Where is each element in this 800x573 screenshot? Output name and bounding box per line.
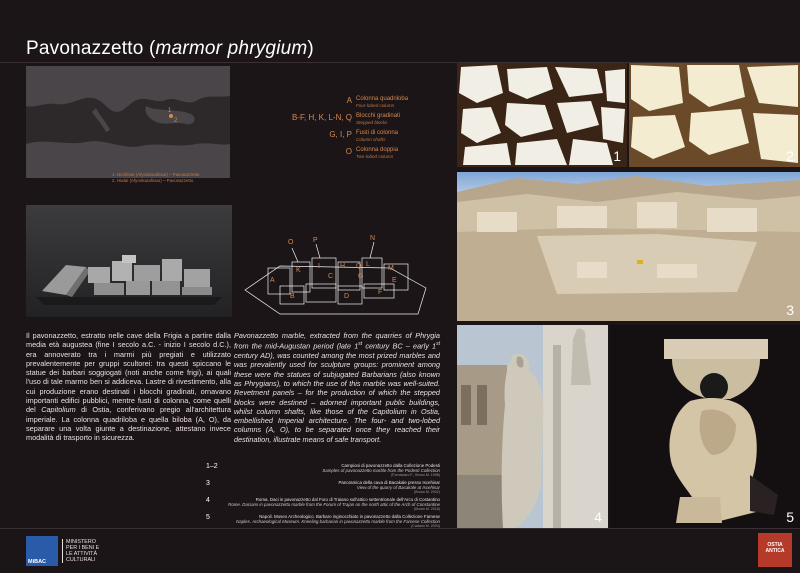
legend-item: A Colonna quadriloba Four-lobed column (346, 96, 409, 108)
drawing-label: P (313, 237, 318, 244)
text-italian: Il pavonazzetto, estratto nelle cave della Frigia a partire dalla media età augustea (fine I secolo a.C. - inizio I secolo d.C.), era annoverato tra i marmi più pregiati e utilizzato prevalentemente per gruppi scultorei: tra questi spiccano le statue dei barbari soggiogati (noti anche come frigi), ai quali l'uso di tale marmo ben si addiceva. Lastre di rivestimento, alla cui produzione erano destinati i blocchi gradinati, ornavano importanti edifici pubblici, mentre fusti di colonna, come quelli del Capitolium di Ostia, conferivano pregio all'architettura imperiale. La colonna quadriloba e quella biloba (A, O), da separare una volta giunte a destinazione, attestano invece modalità di trasporto in sicurezza. (26, 331, 232, 443)
bottom-divider (0, 528, 800, 529)
photo-number: 3 (786, 302, 794, 318)
caption-5: 5 Napoli. Museo Archeologico. Barbaro inginocchiato in pavonazzetto dalla Collezione Farnese Naples. Archaeological Museum. Kneeling barbarian in pavonazzetto marble from the Farnese Collection (Cadario M. 2004) (206, 514, 440, 529)
drawing-label: C (328, 273, 334, 280)
legend-item: G, I, P Fusti di colonna Column shafts (329, 130, 399, 142)
photo-dacian-statues (457, 325, 608, 528)
page-title: Pavonazzetto (marmor phrygium) (26, 38, 314, 59)
photo-number: 5 (786, 509, 794, 525)
legend-item: O Colonna doppia Two-lobed column (345, 147, 399, 159)
drawing-label: N (370, 235, 376, 242)
ostia-antica-logo: OSTIA ANTICA (758, 533, 792, 567)
drawing-label: K (296, 267, 301, 274)
mediterranean-map (26, 66, 230, 178)
drawing-label: F (378, 289, 383, 296)
photo-number: 4 (594, 509, 602, 525)
drawing-label: L (366, 261, 370, 268)
drawing-label: Q (356, 263, 362, 270)
photo-number: 1 (613, 148, 621, 164)
drawing-label: D (344, 293, 350, 300)
photo-kneeling-barbarian (610, 325, 800, 528)
block-legend (292, 96, 442, 164)
drawing-label: A (270, 277, 275, 284)
map-marker-2: 2 (174, 118, 178, 124)
caption-3: 3 Panoramica della cava di Bacakale presso Iscehisar View of the quarry of Bacakale at Iscehisar (Bruno M. 2002) (206, 480, 440, 495)
blocks-line-drawing (240, 228, 430, 318)
photo-number: 2 (786, 148, 794, 164)
photo-marble-sample-2 (629, 63, 800, 167)
drawing-label: H (340, 263, 346, 270)
map-caption: 1. Iscehisar (Afyonkarahisar) – Pavonazzetto 2. Hüdai (Afyonkarahisar) – Pavonazzetto (112, 172, 200, 183)
photo-marble-sample-1 (457, 63, 627, 167)
text-english: Pavonazzetto marble, extracted from the quarries of Phrygia from the mid-Augustan period (late 1st century BC – early 1st century AD), was counted among the most prized marbles and was prevalently used for sculpture groups: prominent among these were the statues of subjugated Barbarians (also known as Phrygians), to which the use of this marble was well-suited. Revetment panels – for the production of which the stepped blocks were destined – adorned important public buildings, whilst column shafts, like those of the Capitolium in Ostia, embellished Imperial architecture. The four- and two-lobed columns (A, O), to be separated once they reached their destination, illustrate means of safe transport. (234, 331, 441, 444)
drawing-label: M (388, 265, 394, 272)
quarry-blocks-model (26, 205, 232, 317)
mibac-logo: MiBAC MINISTERO PER I BENI E LE ATTIVITÀ CULTURALI (26, 531, 122, 571)
legend-item: B-F, H, K, L-N, Q Blocchi gradinati Stepped blocks (292, 113, 401, 125)
photo-quarry-bacakale (457, 172, 800, 321)
caption-1-2: 1–2 Campioni di pavonazzetto dalla Collezione Podesti Samples of pavonazzetto marble from the Podesti Collection (Fornaciaro F., Bruno M. 1998) (206, 463, 440, 478)
map-marker-1: 1 (168, 108, 172, 114)
drawing-label: I (318, 263, 320, 270)
drawing-label: G (358, 273, 364, 280)
drawing-label: E (392, 277, 397, 284)
mibac-emblem: MiBAC (26, 536, 58, 566)
drawing-label: O (288, 239, 294, 246)
drawing-label: B (290, 293, 295, 300)
caption-4: 4 Roma. Daci in pavonazzetto dal Foro di Traiano sull'attico settentrionale dell'Arco di Costantino Rome. Dacians in pavonazzetto marble from the Forum of Trajan on the north attic of the Arch of Constantine (Bruno M. 2018) (206, 497, 440, 512)
